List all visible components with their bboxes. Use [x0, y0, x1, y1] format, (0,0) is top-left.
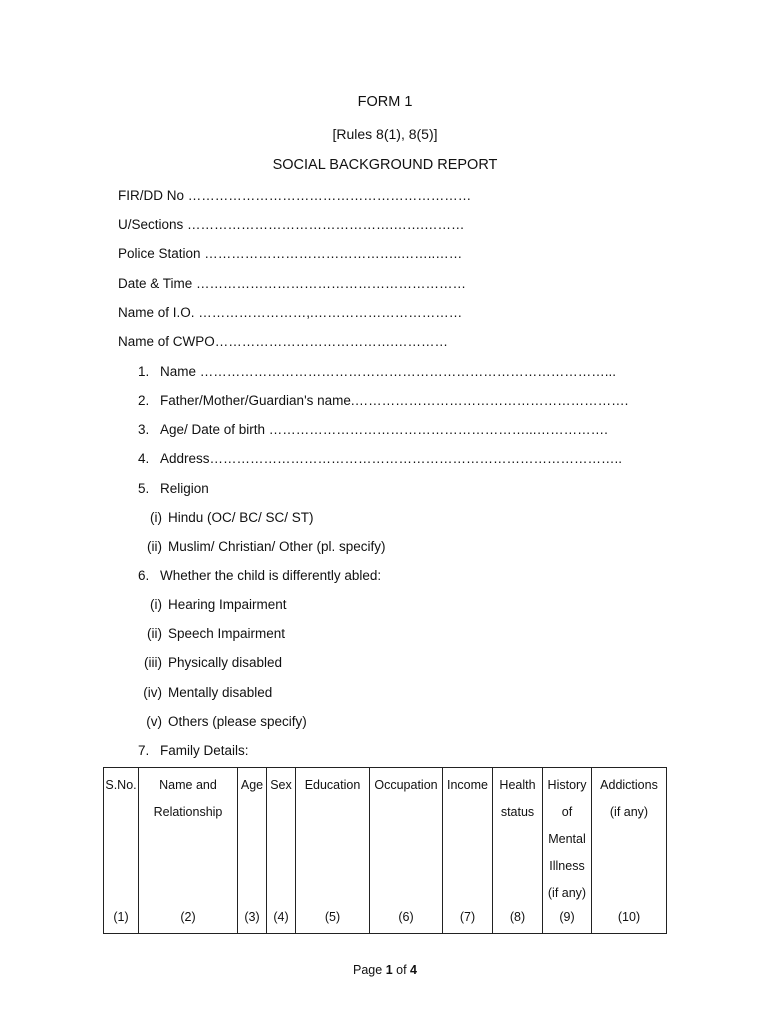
- rules-reference: [Rules 8(1), 8(5)]: [332, 126, 438, 142]
- option-text: Muslim/ Christian/ Other (pl. specify): [168, 539, 386, 554]
- column-header-income: [443, 768, 493, 908]
- item-number: 5.: [138, 481, 150, 496]
- item-guardian-name: [138, 393, 628, 408]
- option-number: (i): [150, 510, 162, 525]
- page-of: of: [396, 963, 407, 977]
- option-number: (ii): [147, 626, 162, 641]
- page-total: 4: [410, 963, 417, 977]
- option-number: (iv): [143, 685, 162, 700]
- item-number: 1.: [138, 364, 150, 379]
- item-religion: [138, 481, 209, 496]
- option-number: (v): [146, 714, 162, 729]
- column-header-mental-illness: [543, 768, 592, 908]
- column-number: (4): [267, 907, 296, 934]
- header-text: Name and Relationship: [153, 778, 223, 819]
- page-prefix: Page: [353, 963, 383, 977]
- item-text: Religion: [160, 481, 209, 496]
- option-text: Speech Impairment: [168, 626, 286, 641]
- option-number: (ii): [147, 539, 162, 554]
- report-title: SOCIAL BACKGROUND REPORT: [272, 157, 498, 173]
- column-header-education: [296, 768, 370, 908]
- disability-option-physical: [130, 655, 282, 670]
- form-title: FORM 1: [357, 94, 413, 110]
- religion-option-other: [130, 539, 386, 554]
- header-text: S.No.: [105, 778, 137, 792]
- column-number: (2): [139, 907, 238, 934]
- column-header-sex: [267, 768, 296, 908]
- column-number: (7): [443, 907, 493, 934]
- column-number: (6): [370, 907, 443, 934]
- io-name-field: Name of I.O. ……………………,.……………………………: [118, 305, 463, 320]
- item-age-dob: [138, 422, 608, 437]
- item-text: Father/Mother/Guardian's name.…………………………………………………….: [160, 393, 629, 408]
- date-time-field: Date & Time ……………………………………………………: [118, 276, 467, 291]
- cwpo-name-field: Name of CWPO………………………………….…………: [118, 334, 449, 349]
- item-name: [138, 364, 616, 379]
- item-text: Name ………………………………………………………………………………...: [160, 364, 617, 379]
- header-text: History of Mental Illness (if any): [547, 778, 587, 900]
- header-text: Occupation: [374, 778, 438, 792]
- item-number: 4.: [138, 451, 150, 466]
- item-number: 6.: [138, 568, 150, 583]
- page-footer: [0, 963, 770, 977]
- header-text: Education: [304, 778, 361, 792]
- column-header-health-status: [493, 768, 543, 908]
- item-text: Address………………………………………………………………………………..: [160, 451, 623, 466]
- column-header-name-relationship: [139, 768, 238, 908]
- item-differently-abled: [138, 568, 381, 583]
- item-number: 3.: [138, 422, 150, 437]
- option-text: Hearing Impairment: [168, 597, 287, 612]
- header-text: Age: [240, 778, 264, 792]
- option-text: Hindu (OC/ BC/ SC/ ST): [168, 510, 314, 525]
- fir-dd-field: FIR/DD No ………………………………………………………: [118, 188, 472, 203]
- item-text: Whether the child is differently abled:: [160, 568, 382, 583]
- column-number: (10): [592, 907, 667, 934]
- header-text: Sex: [270, 778, 292, 792]
- item-number: 2.: [138, 393, 150, 408]
- u-sections-field: U/Sections ……………………………………….…….………: [118, 217, 465, 232]
- option-text: Physically disabled: [168, 655, 283, 670]
- disability-option-speech: [130, 626, 285, 641]
- option-text: Others (please specify): [168, 714, 307, 729]
- disability-option-hearing: [130, 597, 287, 612]
- header-text: Addictions (if any): [600, 778, 658, 819]
- item-text: Age/ Date of birth …………………………………………………...…………….: [160, 422, 608, 437]
- table-number-row: [104, 907, 667, 934]
- item-text: Family Details:: [160, 743, 249, 758]
- column-number: (5): [296, 907, 370, 934]
- disability-option-others: [130, 714, 307, 729]
- column-number: (8): [493, 907, 543, 934]
- item-number: 7.: [138, 743, 150, 758]
- option-number: (iii): [144, 655, 162, 670]
- column-header-sno: [104, 768, 139, 908]
- family-details-table: [103, 767, 667, 934]
- table-header-row: [104, 768, 667, 908]
- header-text: Income: [447, 778, 488, 792]
- option-number: (i): [150, 597, 162, 612]
- column-header-addictions: [592, 768, 667, 908]
- item-family-details: [138, 743, 249, 758]
- disability-option-mental: [130, 685, 272, 700]
- page-current: 1: [385, 963, 393, 977]
- column-number: (3): [238, 907, 267, 934]
- option-text: Mentally disabled: [168, 685, 273, 700]
- column-number: (9): [543, 907, 592, 934]
- column-number: (1): [104, 907, 139, 934]
- item-address: [138, 451, 622, 466]
- religion-option-hindu: [130, 510, 314, 525]
- column-header-age: [238, 768, 267, 908]
- police-station-field: Police Station ……………………………………..……..……: [118, 246, 463, 261]
- column-header-occupation: [370, 768, 443, 908]
- header-text: Health status: [499, 778, 536, 819]
